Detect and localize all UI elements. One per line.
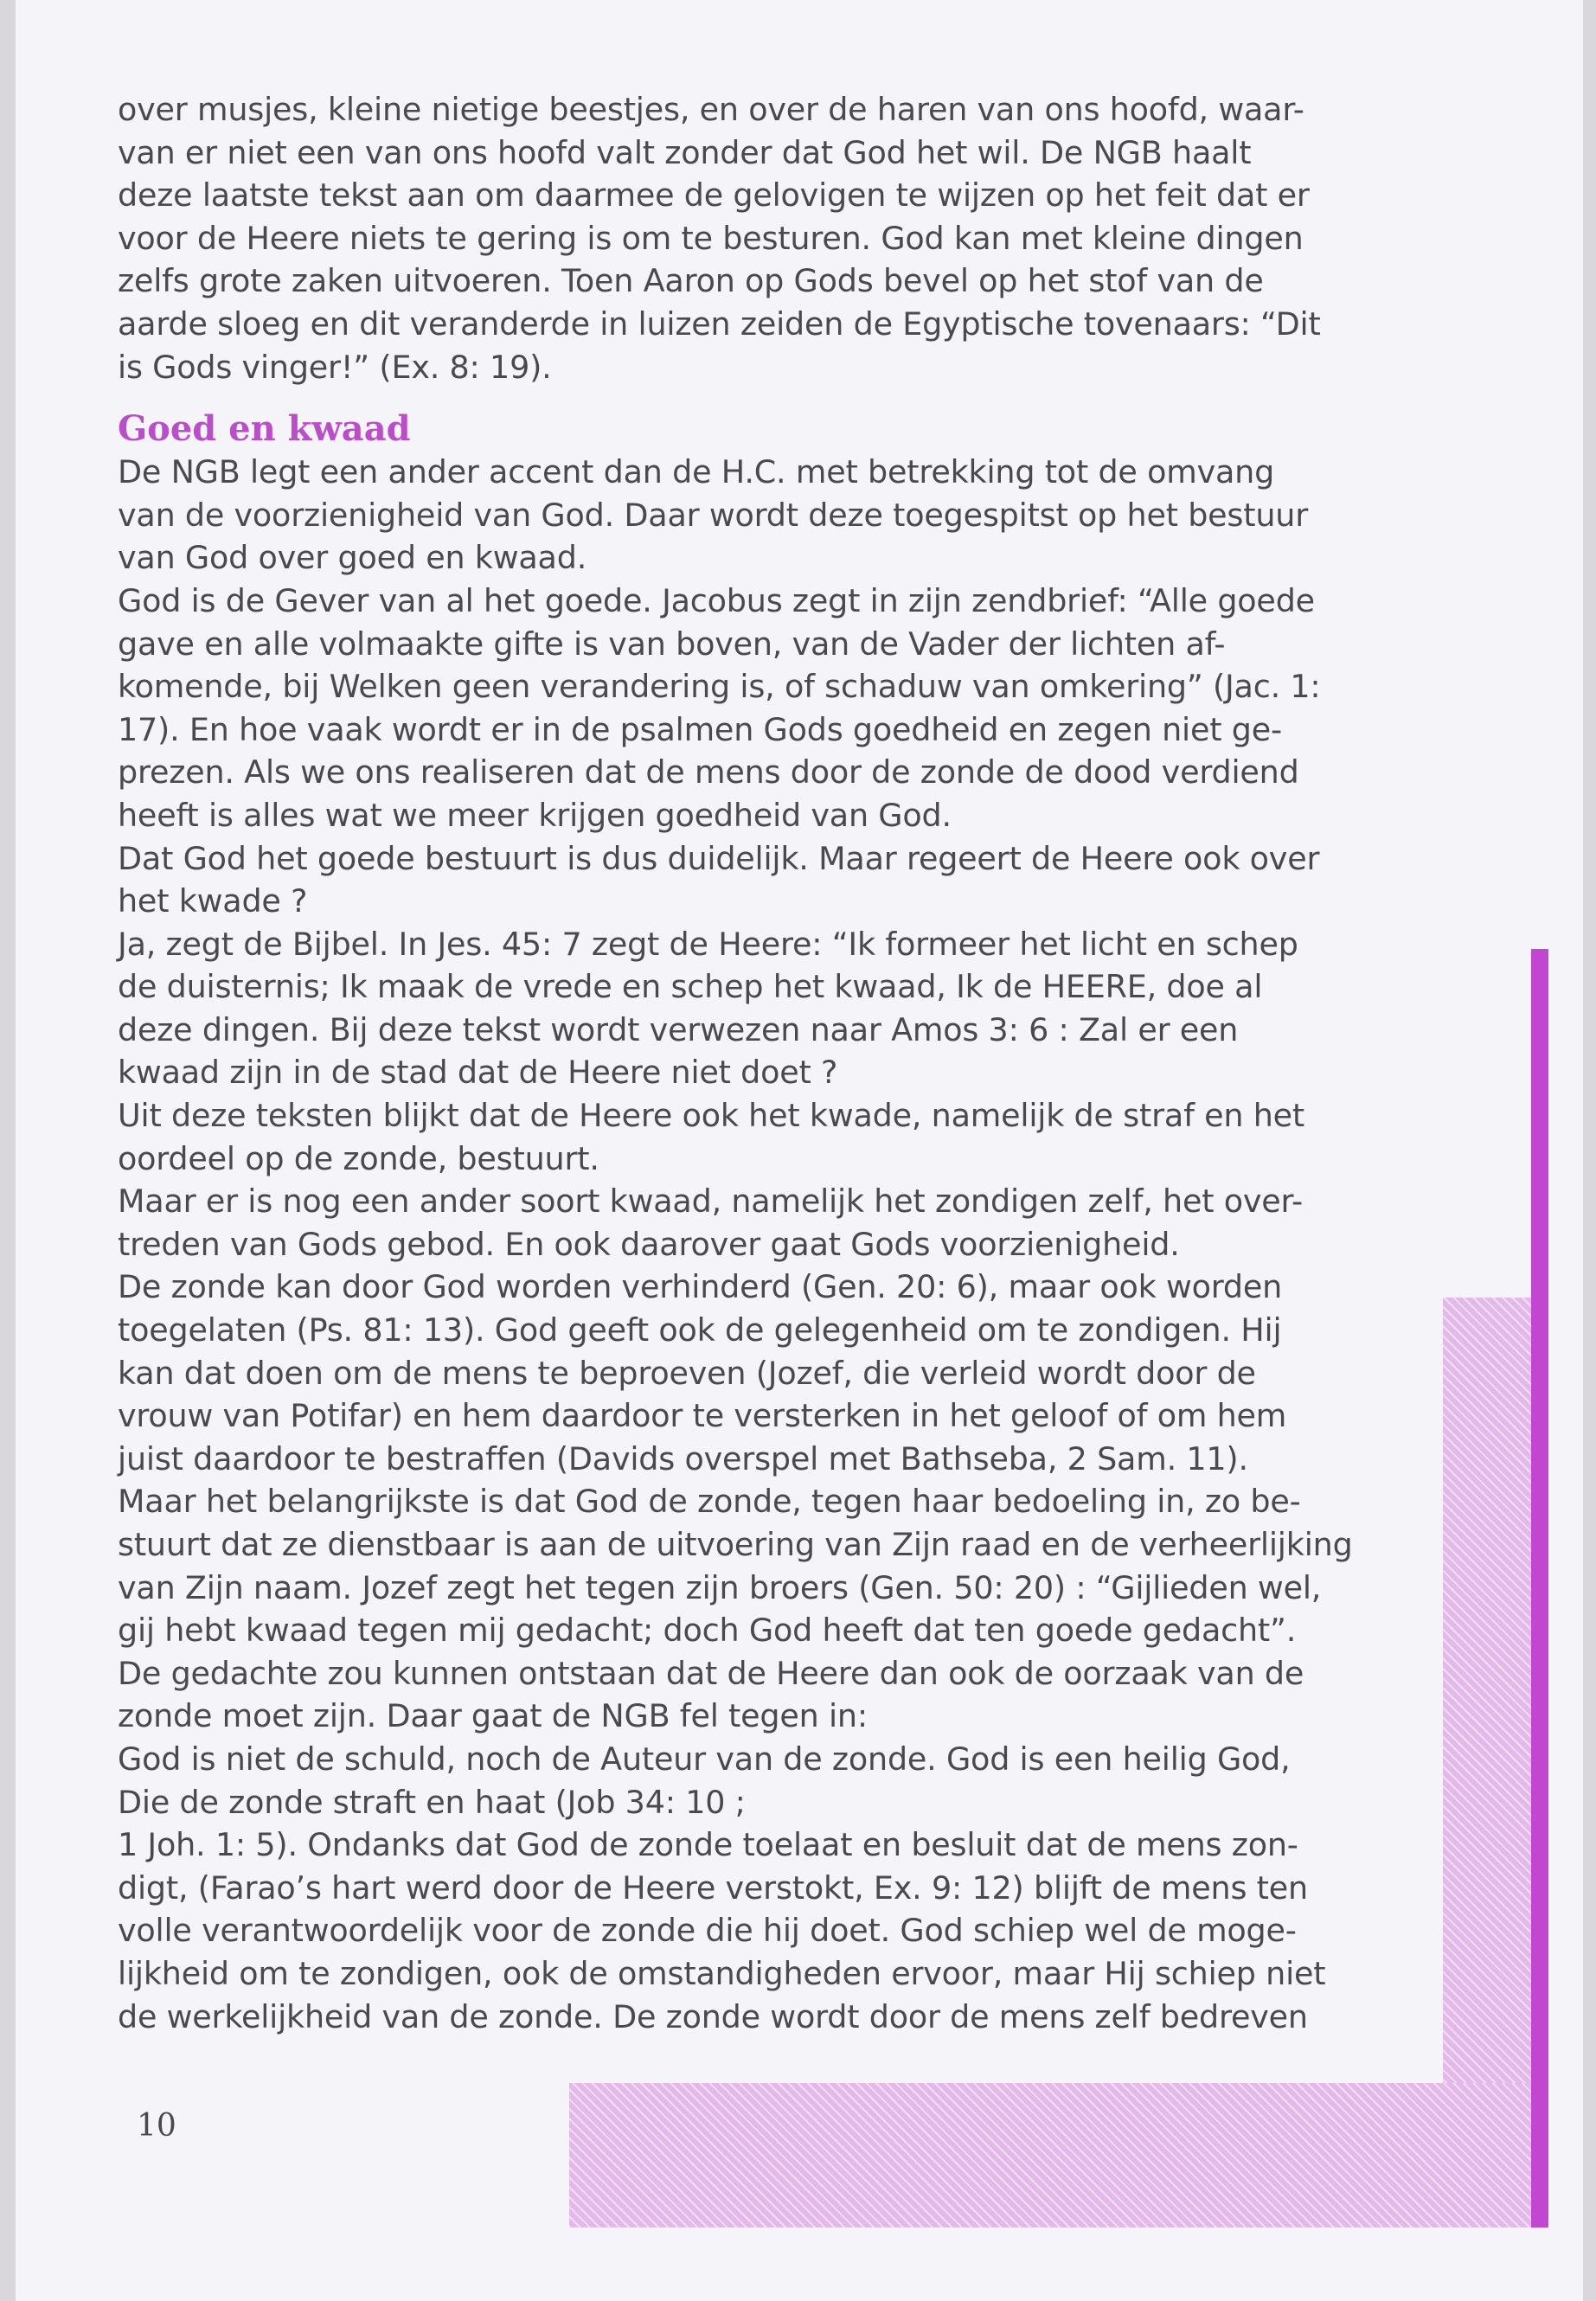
text-line: Die de zonde straft en haat (Job 34: 10 ; bbox=[118, 1783, 746, 1821]
text-line: kwaad zijn in de stad dat de Heere niet doet ? bbox=[118, 1054, 838, 1092]
text-line: volle verantwoordelijk voor de zonde die hij doet. God schiep wel de moge- bbox=[118, 1912, 1297, 1950]
text-line: komende, bij Welken geen verandering is, of schaduw van omkering” (Jac. 1: bbox=[118, 668, 1321, 706]
text-line: stuurt dat ze dienstbaar is aan de uitvoering van Zijn raad en de verheerlijking bbox=[118, 1526, 1353, 1563]
text-line: Uit deze teksten blijkt dat de Heere ook het kwade, namelijk de straf en het bbox=[118, 1097, 1305, 1135]
paragraph-intro bbox=[118, 88, 1450, 388]
text-line: gave en alle volmaakte gifte is van boven, van de Vader der lichten af- bbox=[118, 625, 1226, 663]
text-line: over musjes, kleine nietige beestjes, en over de haren van ons hoofd, waar- bbox=[118, 91, 1304, 128]
paragraph-good-and-evil bbox=[118, 451, 1450, 2038]
text-line: zelfs grote zaken uitvoeren. Toen Aaron op Gods bevel op het stof van de bbox=[118, 262, 1264, 300]
text-line: De gedachte zou kunnen ontstaan dat de Heere dan ook de oorzaak van de bbox=[118, 1654, 1304, 1692]
text-line: prezen. Als we ons realiseren dat de mens door de zonde de dood verdiend bbox=[118, 753, 1299, 792]
text-line: toegelaten (Ps. 81: 13). God geeft ook de gelegenheid om te zondigen. Hij bbox=[118, 1311, 1282, 1349]
text-line: De NGB legt een ander accent dan de H.C. met betrekking tot de omvang bbox=[118, 453, 1275, 491]
text-line: God is niet de schuld, noch de Auteur van de zonde. God is een heilig God, bbox=[118, 1740, 1291, 1778]
text-line: zonde moet zijn. Daar gaat de NGB fel tegen in: bbox=[118, 1697, 868, 1735]
text-line: kan dat doen om de mens te beproeven (Jozef, die verleid wordt door de bbox=[118, 1354, 1256, 1392]
text-line: voor de Heere niets te gering is om te besturen. God kan met kleine dingen bbox=[118, 219, 1304, 257]
decorative-hatch-bottom bbox=[569, 2083, 1531, 2227]
book-page bbox=[16, 0, 1583, 2301]
text-line: van Zijn naam. Jozef zegt het tegen zijn broers (Gen. 50: 20) : “Gijlieden wel, bbox=[118, 1568, 1322, 1606]
text-line: van God over goed en kwaad. bbox=[118, 539, 587, 577]
text-line: aarde sloeg en dit veranderde in luizen zeiden de Egyptische tovenaars: “Dit bbox=[118, 304, 1321, 343]
text-line: deze dingen. Bij deze tekst wordt verwezen naar Amos 3: 6 : Zal er een bbox=[118, 1010, 1239, 1048]
text-line: Dat God het goede bestuurt is dus duidelijk. Maar regeert de Heere ook over bbox=[118, 839, 1320, 877]
text-line: 1 Joh. 1: 5). Ondanks dat God de zonde toelaat en besluit dat de mens zon- bbox=[118, 1826, 1298, 1864]
text-line: lijkheid om te zondigen, ook de omstandigheden ervoor, maar Hij schiep niet bbox=[118, 1954, 1326, 1992]
text-line: deze laatste tekst aan om daarmee de gelovigen te wijzen op het feit dat er bbox=[118, 176, 1310, 215]
text-line: De zonde kan door God worden verhinderd (Gen. 20: 6), maar ook worden bbox=[118, 1268, 1283, 1306]
text-line: God is de Gever van al het goede. Jacobus zegt in zijn zendbrief: “Alle goede bbox=[118, 581, 1315, 619]
text-line: van de voorzienigheid van God. Daar wordt deze toegespitst op het bestuur bbox=[118, 496, 1309, 534]
text-line: digt, (Farao’s hart werd door de Heere verstokt, Ex. 9: 12) blijft de mens ten bbox=[118, 1868, 1308, 1907]
text-line: gij hebt kwaad tegen mij gedacht; doch God heeft dat ten goede gedacht”. bbox=[118, 1612, 1297, 1650]
text-line: is Gods vinger!” (Ex. 8: 19). bbox=[118, 348, 552, 386]
text-line: treden van Gods gebod. En ook daarover gaat Gods voorzienigheid. bbox=[118, 1225, 1180, 1263]
text-line: 17). En hoe vaak wordt er in de psalmen Gods goedheid en zegen niet ge- bbox=[118, 710, 1282, 748]
page-number: 10 bbox=[137, 2108, 176, 2144]
text-line: Maar er is nog een ander soort kwaad, namelijk het zondigen zelf, het over- bbox=[118, 1183, 1303, 1221]
text-line: de duisternis; Ik maak de vrede en schep het kwaad, Ik de HEERE, doe al bbox=[118, 968, 1263, 1006]
text-line: heeft is alles wat we meer krijgen goedheid van God. bbox=[118, 796, 952, 834]
text-line: de werkelijkheid van de zonde. De zonde wordt door de mens zelf bedreven bbox=[118, 1997, 1308, 2035]
text-body bbox=[118, 88, 1450, 2038]
text-line: het kwade ? bbox=[118, 882, 308, 920]
text-line: oordeel op de zonde, bestuurt. bbox=[118, 1139, 599, 1177]
text-line: Maar het belangrijkste is dat God de zonde, tegen haar bedoeling in, zo be- bbox=[118, 1483, 1301, 1521]
decorative-accent-bar bbox=[1531, 949, 1548, 2227]
text-line: Ja, zegt de Bijbel. In Jes. 45: 7 zegt de Heere: “Ik formeer het licht en schep bbox=[118, 925, 1298, 963]
text-line: vrouw van Potifar) en hem daardoor te versterken in het geloof of om hem bbox=[118, 1397, 1287, 1435]
text-line: van er niet een van ons hoofd valt zonder dat God het wil. De NGB haalt bbox=[118, 133, 1252, 171]
text-line: juist daardoor te bestraffen (Davids overspel met Bathseba, 2 Sam. 11). bbox=[118, 1439, 1248, 1477]
section-heading: Goed en kwaad bbox=[118, 408, 411, 450]
